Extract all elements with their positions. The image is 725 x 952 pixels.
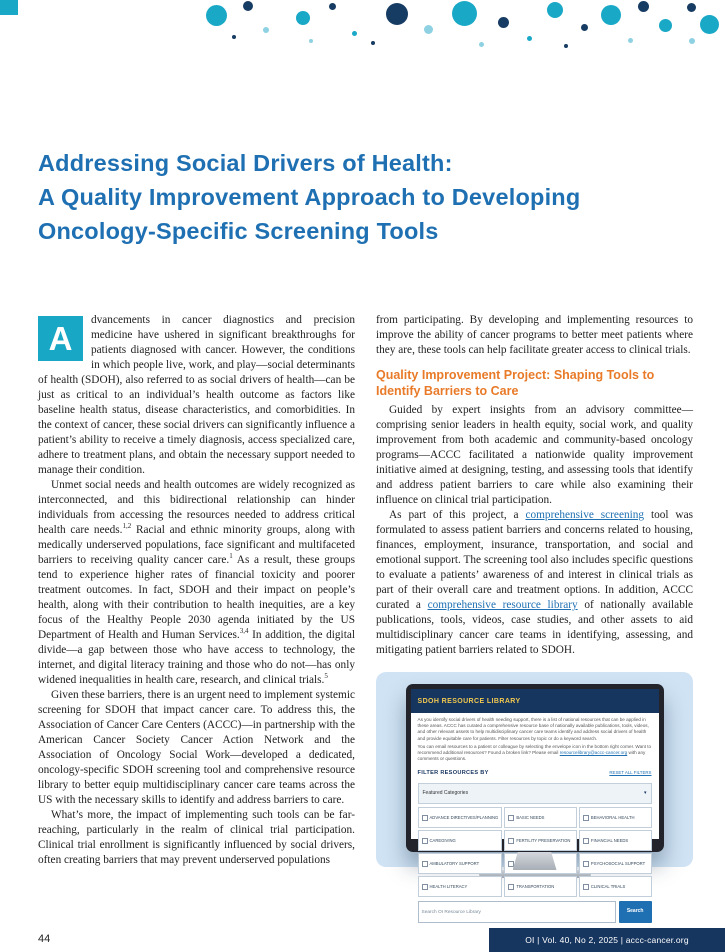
decorative-dot xyxy=(352,31,357,36)
paragraph-dropcap xyxy=(38,313,355,478)
filter-checkbox xyxy=(579,807,652,828)
filter-checkbox xyxy=(504,876,577,897)
dropcap-letter: A xyxy=(38,316,83,361)
title-line-2: A Quality Improvement Approach to Developing xyxy=(38,184,581,210)
resource-library-link[interactable]: comprehensive resource library xyxy=(427,599,578,611)
checkbox-icon xyxy=(508,838,514,844)
monitor-bezel xyxy=(406,684,664,915)
checkbox-icon xyxy=(422,884,428,890)
checkbox-label: BASIC NEEDS xyxy=(516,815,545,821)
note-text: You can email resources to a patient or colleague by selecting the envelope icon in the bottom right corner. Want to recommend additional resources? Found a broken link? Please email xyxy=(417,743,652,756)
filter-checkbox xyxy=(418,853,503,874)
paragraph-text: dvancements in cancer diagnostics and precision medicine have ushered in significant breakthroughs for patients diagnosed with cancer. However, the conditions in which people live, work, and play—social determinants of health (SDOH), also referred to as social drivers of health—can be just as critical to an individual’s health outcome as factors like baseline health status, disease characteristics, and comorbidities. In the context of cancer, these social drivers can significantly influence a patient’s ability to receive a timely diagnosis, access specialized care, adhere to treatment plans, and obtain the necessary support needed to manage their condition. xyxy=(38,314,355,476)
note-text: with any comments or questions. xyxy=(417,750,646,762)
decorative-dot xyxy=(547,2,563,18)
decorative-dot xyxy=(309,39,313,43)
monitor-stand-neck xyxy=(513,852,557,870)
checkbox-label: CLINICAL TRIALS xyxy=(590,884,626,890)
checkbox-label: BEHAVIORAL HEALTH xyxy=(590,815,635,821)
citation: 3,4 xyxy=(239,627,249,636)
checkbox-label: FINANCIAL NEEDS xyxy=(590,838,629,844)
checkbox-icon xyxy=(583,815,589,821)
checkbox-icon xyxy=(583,884,589,890)
checkbox-label: PSYCHOSOCIAL SUPPORT xyxy=(590,861,646,867)
decorative-dot xyxy=(329,3,336,10)
filter-checkbox xyxy=(504,807,577,828)
checkbox-label: FERTILITY PRESERVATION xyxy=(516,838,571,844)
checkbox-icon xyxy=(422,838,428,844)
paragraph-text: As a result, these groups tend to experience higher rates of financial toxicity and poorer treatment outcomes. In fact, SDOH and their impact on people’s health, along with their contribution to health inequities, are a key focus of the Healthy People 2030 agenda initiated by the US Department of Health and Human Services. xyxy=(38,554,356,641)
paragraph-text: Racial and ethnic minority groups, along with medically underserved populations, face significant and multifaceted barriers to receiving quality cancer care. xyxy=(38,524,355,566)
page-title xyxy=(38,146,678,248)
checkbox-icon xyxy=(583,838,589,844)
filter-label: FILTER RESOURCES BY xyxy=(417,770,489,777)
decorative-dot xyxy=(628,38,633,43)
chevron-down-icon: ▾ xyxy=(643,790,647,797)
checkbox-icon xyxy=(422,815,428,821)
decorative-dot xyxy=(386,3,408,25)
filter-checkbox xyxy=(418,830,503,851)
paragraph-text: As part of this project, a xyxy=(389,509,526,521)
checkbox-icon xyxy=(508,815,514,821)
filter-checkbox xyxy=(579,853,652,874)
decorative-dot xyxy=(424,25,433,34)
email-link: resourcelibrary@accc-cancer.org xyxy=(559,750,628,756)
corner-accent-square xyxy=(0,0,18,15)
checkbox-icon xyxy=(583,861,589,867)
monitor-mockup xyxy=(406,684,664,915)
paragraph-text: Unmet social needs and health outcomes are widely recognized as interconnected, and this bidirectional relationship can hinder individuals from accessing the resources needed to address critical health care needs. xyxy=(38,479,355,536)
paragraph xyxy=(38,688,355,808)
page-number: 44 xyxy=(38,933,51,945)
decorative-dot xyxy=(659,19,672,32)
decorative-dots-band xyxy=(0,0,725,62)
resource-library-figure xyxy=(376,672,693,915)
paragraph xyxy=(376,403,693,508)
filter-checkbox xyxy=(418,876,503,897)
paragraph-text: tool was formulated to assess patient barriers and concerns related to housing, finances, employment, insurance, transportation, and social and emotional support. The screening tool also includes specific questions to evaluate a patients’ awareness of and interest in clinical trials as part of their overall care and treatment options. In addition, ACCC curated a xyxy=(376,509,693,611)
reset-filters-link: RESET ALL FILTERS xyxy=(609,770,652,776)
article-body xyxy=(38,313,693,915)
paragraph-text: from participating. By developing and implementing resources to improve the ability of cancer programs to better meet patients where they are, these tools can help facilitate greater access to clinical trials. xyxy=(376,314,693,356)
decorative-dot xyxy=(581,24,588,31)
search-button: Search xyxy=(619,901,652,923)
checkbox-label: CAREGIVING xyxy=(429,838,456,844)
checkbox-label: ADVANCE DIRECTIVES/PLANNING xyxy=(429,815,499,821)
filter-checkbox xyxy=(579,830,652,851)
paragraph xyxy=(376,313,693,358)
featured-label: Featured Categories xyxy=(422,790,469,797)
citation: 1,2 xyxy=(122,522,132,531)
paragraph-text: What’s more, the impact of implementing such tools can be far-reaching, particularly in the realm of clinical trial participation. Clinical trial enrollment is significantly influenced by social drivers, often creating barriers that may prevent underserved populations xyxy=(38,809,355,866)
search-row xyxy=(418,901,652,923)
filter-checkbox xyxy=(418,807,503,828)
paragraph xyxy=(38,478,355,688)
decorative-dot xyxy=(700,15,719,34)
decorative-dot xyxy=(371,41,375,45)
filter-header-row xyxy=(418,765,652,781)
title-line-1: Addressing Social Drivers of Health: xyxy=(38,150,453,176)
decorative-dot xyxy=(479,42,484,47)
screening-tool-link[interactable]: comprehensive screening xyxy=(525,509,645,521)
decorative-dot xyxy=(296,11,310,25)
decorative-dot xyxy=(564,44,568,48)
citation: 1 xyxy=(229,552,233,561)
citation: 5 xyxy=(324,672,328,681)
monitor-screen xyxy=(411,689,659,915)
paragraph xyxy=(376,508,693,658)
journal-footer-bar: OI | Vol. 40, No 2, 2025 | accc-cancer.org xyxy=(489,928,725,952)
decorative-dot xyxy=(689,38,695,44)
decorative-dot xyxy=(601,5,621,25)
filter-checkbox xyxy=(579,876,652,897)
checkbox-label: AMBULATORY SUPPORT xyxy=(429,861,480,867)
screen-intro-text: As you identify social drivers of health needing support, there is a list of national resources that can be applied in these areas. ACCC has curated a comprehensive resource base of nationally available publications, tools, videos, and other relevant assets to help multidisciplinary cancer care teams identify and address social drivers of health and provide equitable care for patients. Filter resources by topic or do a keyword search. xyxy=(417,717,649,741)
decorative-dot xyxy=(687,3,696,12)
search-input: Search OI Resource Library xyxy=(418,901,616,923)
screen-header-title: SDOH RESOURCE LIBRARY xyxy=(411,689,659,713)
decorative-dot xyxy=(206,5,227,26)
decorative-dot xyxy=(452,1,477,26)
paragraph-text: In addition, the digital divide—a gap between those who have access to technology, the internet, and digital literacy training and those who do not—has only widened inequalities in health care, research, and clinical trials. xyxy=(38,629,355,686)
checkbox-icon xyxy=(508,861,514,867)
filter-checkbox xyxy=(504,830,577,851)
featured-categories-dropdown xyxy=(418,783,652,804)
decorative-dot xyxy=(638,1,649,12)
paragraph xyxy=(38,808,355,868)
checkbox-label: TRANSPORTATION xyxy=(516,884,555,890)
left-column xyxy=(38,313,355,868)
title-line-3: Oncology-Specific Screening Tools xyxy=(38,218,439,244)
checkbox-label: HEALTH LITERACY xyxy=(429,884,468,890)
paragraph-text: Guided by expert insights from an advisory committee—comprising senior leaders in health equity, social work, and quality improvement from both academic and community-based oncology programs—ACCC facilitated a nationwide quality improvement initiative aimed at designing, testing, and assessing tools that identify and address patient barriers to care while also examining their influence on clinical trial participation. xyxy=(376,404,693,506)
decorative-dot xyxy=(232,35,236,39)
section-heading: Quality Improvement Project: Shaping Tools to Identify Barriers to Care xyxy=(376,368,655,398)
paragraph-text: of nationally available publications, tools, videos, case studies, and other assets to aid multidisciplinary cancer care teams in identifying, assessing, and mitigating patient barriers related to SDOH. xyxy=(376,599,693,656)
paragraph-text: Given these barriers, there is an urgent need to implement systemic screening for SDOH that impact cancer care. To address this, the Association of Cancer Care Centers (ACCC)—in partnership with the American Cancer Society Cancer Action Network and the Association of Oncology Social Work—developed a dedicated, oncology-specific SDOH screening tool and comprehensive resource library to better equip multidisciplinary cancer care teams across the US with the necessary skills to identify and address barriers to care. xyxy=(38,689,355,806)
decorative-dot xyxy=(243,1,253,11)
right-column xyxy=(376,313,693,915)
decorative-dot xyxy=(498,17,509,28)
checkbox-icon xyxy=(508,884,514,890)
decorative-dot xyxy=(263,27,269,33)
decorative-dot xyxy=(527,36,532,41)
screen-note-text xyxy=(418,744,652,763)
checkbox-icon xyxy=(422,861,428,867)
